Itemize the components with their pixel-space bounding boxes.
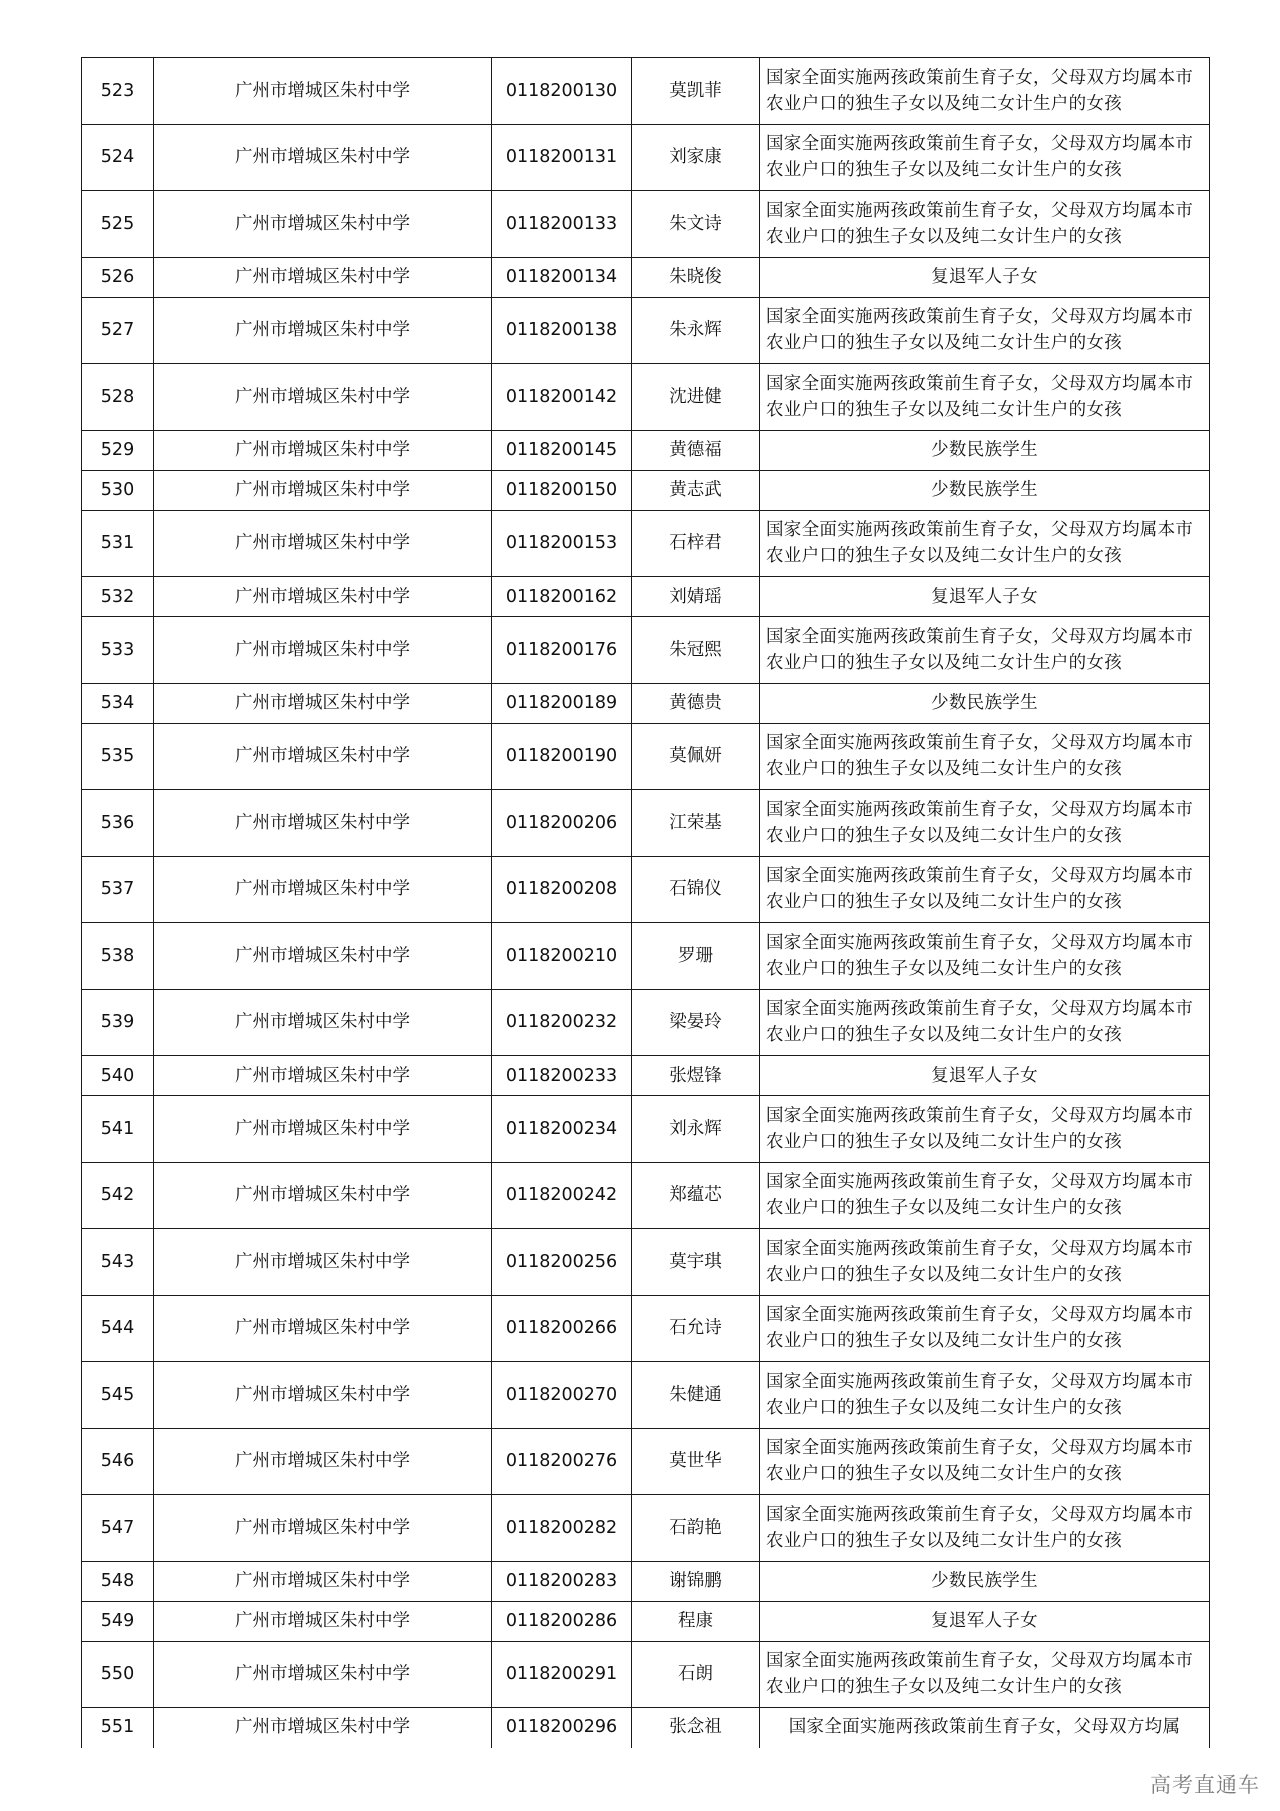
category-cell: 国家全面实施两孩政策前生育子女，父母双方均属本市农业户口的独生子女以及纯二女计生户的女孩 — [760, 1096, 1210, 1163]
student-id-cell: 0118200138 — [492, 297, 632, 364]
table-row — [82, 923, 1210, 990]
student-name-cell: 朱晓俊 — [632, 257, 760, 297]
row-number-cell: 542 — [82, 1162, 154, 1229]
row-number-cell: 547 — [82, 1495, 154, 1562]
student-name-cell: 莫世华 — [632, 1428, 760, 1495]
table-row — [82, 790, 1210, 857]
table-row — [82, 1162, 1210, 1229]
student-id-cell: 0118200296 — [492, 1708, 632, 1748]
table-row — [82, 1641, 1210, 1708]
row-number-cell: 546 — [82, 1428, 154, 1495]
category-cell: 国家全面实施两孩政策前生育子女，父母双方均属本市农业户口的独生子女以及纯二女计生户的女孩 — [760, 510, 1210, 577]
student-name-cell: 梁晏玲 — [632, 989, 760, 1056]
row-number-cell: 535 — [82, 723, 154, 790]
category-cell: 少数民族学生 — [760, 1561, 1210, 1601]
category-cell: 复退军人子女 — [760, 257, 1210, 297]
school-cell: 广州市增城区朱村中学 — [154, 470, 492, 510]
watermark: 高考直通车 — [1150, 1773, 1260, 1797]
category-cell: 国家全面实施两孩政策前生育子女，父母双方均属 — [760, 1708, 1210, 1748]
school-cell: 广州市增城区朱村中学 — [154, 297, 492, 364]
row-number-cell: 548 — [82, 1561, 154, 1601]
school-cell: 广州市增城区朱村中学 — [154, 1641, 492, 1708]
table-row — [82, 1428, 1210, 1495]
row-number-cell: 524 — [82, 124, 154, 191]
school-cell: 广州市增城区朱村中学 — [154, 989, 492, 1056]
student-id-cell: 0118200233 — [492, 1056, 632, 1096]
student-id-cell: 0118200190 — [492, 723, 632, 790]
school-cell: 广州市增城区朱村中学 — [154, 617, 492, 684]
student-id-cell: 0118200145 — [492, 430, 632, 470]
student-name-cell: 莫宇琪 — [632, 1229, 760, 1296]
student-name-cell: 刘婧瑶 — [632, 577, 760, 617]
row-number-cell: 526 — [82, 257, 154, 297]
student-name-cell: 石允诗 — [632, 1295, 760, 1362]
table-row — [82, 1096, 1210, 1163]
student-name-cell: 刘永辉 — [632, 1096, 760, 1163]
student-id-cell: 0118200282 — [492, 1495, 632, 1562]
school-cell: 广州市增城区朱村中学 — [154, 430, 492, 470]
table-row — [82, 124, 1210, 191]
table-row — [82, 577, 1210, 617]
table-row — [82, 430, 1210, 470]
school-cell: 广州市增城区朱村中学 — [154, 58, 492, 125]
category-cell: 国家全面实施两孩政策前生育子女，父母双方均属本市农业户口的独生子女以及纯二女计生户的女孩 — [760, 1295, 1210, 1362]
school-cell: 广州市增城区朱村中学 — [154, 1295, 492, 1362]
school-cell: 广州市增城区朱村中学 — [154, 683, 492, 723]
student-id-cell: 0118200270 — [492, 1362, 632, 1429]
table-row — [82, 297, 1210, 364]
student-name-cell: 朱文诗 — [632, 191, 760, 258]
category-cell: 国家全面实施两孩政策前生育子女，父母双方均属本市农业户口的独生子女以及纯二女计生户的女孩 — [760, 723, 1210, 790]
school-cell: 广州市增城区朱村中学 — [154, 1601, 492, 1641]
student-id-cell: 0118200131 — [492, 124, 632, 191]
student-id-cell: 0118200242 — [492, 1162, 632, 1229]
table-row — [82, 723, 1210, 790]
table-row — [82, 58, 1210, 125]
category-cell: 国家全面实施两孩政策前生育子女，父母双方均属本市农业户口的独生子女以及纯二女计生户的女孩 — [760, 790, 1210, 857]
school-cell: 广州市增城区朱村中学 — [154, 723, 492, 790]
category-cell: 国家全面实施两孩政策前生育子女，父母双方均属本市农业户口的独生子女以及纯二女计生户的女孩 — [760, 124, 1210, 191]
category-cell: 少数民族学生 — [760, 430, 1210, 470]
student-id-cell: 0118200134 — [492, 257, 632, 297]
category-cell: 国家全面实施两孩政策前生育子女，父母双方均属本市农业户口的独生子女以及纯二女计生户的女孩 — [760, 364, 1210, 431]
table-row — [82, 470, 1210, 510]
row-number-cell: 549 — [82, 1601, 154, 1641]
row-number-cell: 538 — [82, 923, 154, 990]
school-cell: 广州市增城区朱村中学 — [154, 124, 492, 191]
table-row — [82, 683, 1210, 723]
school-cell: 广州市增城区朱村中学 — [154, 1056, 492, 1096]
student-name-cell: 谢锦鹏 — [632, 1561, 760, 1601]
row-number-cell: 528 — [82, 364, 154, 431]
table-body — [82, 58, 1210, 1748]
category-cell: 国家全面实施两孩政策前生育子女，父母双方均属本市农业户口的独生子女以及纯二女计生户的女孩 — [760, 1162, 1210, 1229]
student-id-cell: 0118200276 — [492, 1428, 632, 1495]
table-row — [82, 1362, 1210, 1429]
row-number-cell: 532 — [82, 577, 154, 617]
category-cell: 复退军人子女 — [760, 1056, 1210, 1096]
student-name-cell: 朱健通 — [632, 1362, 760, 1429]
student-name-cell: 罗珊 — [632, 923, 760, 990]
category-cell: 国家全面实施两孩政策前生育子女，父母双方均属本市农业户口的独生子女以及纯二女计生户的女孩 — [760, 856, 1210, 923]
row-number-cell: 551 — [82, 1708, 154, 1748]
table-row — [82, 510, 1210, 577]
school-cell: 广州市增城区朱村中学 — [154, 1229, 492, 1296]
category-cell: 复退军人子女 — [760, 1601, 1210, 1641]
school-cell: 广州市增城区朱村中学 — [154, 1362, 492, 1429]
student-name-cell: 朱冠熙 — [632, 617, 760, 684]
student-name-cell: 石韵艳 — [632, 1495, 760, 1562]
table-row — [82, 1495, 1210, 1562]
table-row — [82, 1601, 1210, 1641]
student-name-cell: 莫佩妍 — [632, 723, 760, 790]
student-id-cell: 0118200133 — [492, 191, 632, 258]
table-row — [82, 364, 1210, 431]
category-cell: 国家全面实施两孩政策前生育子女，父母双方均属本市农业户口的独生子女以及纯二女计生户的女孩 — [760, 989, 1210, 1056]
student-name-cell: 郑蕴芯 — [632, 1162, 760, 1229]
table-row — [82, 856, 1210, 923]
student-name-cell: 莫凯菲 — [632, 58, 760, 125]
table-row — [82, 257, 1210, 297]
category-cell: 国家全面实施两孩政策前生育子女，父母双方均属本市农业户口的独生子女以及纯二女计生户的女孩 — [760, 1362, 1210, 1429]
row-number-cell: 533 — [82, 617, 154, 684]
student-id-cell: 0118200206 — [492, 790, 632, 857]
table-row — [82, 989, 1210, 1056]
category-cell: 国家全面实施两孩政策前生育子女，父母双方均属本市农业户口的独生子女以及纯二女计生户的女孩 — [760, 58, 1210, 125]
student-id-cell: 0118200256 — [492, 1229, 632, 1296]
student-name-cell: 刘家康 — [632, 124, 760, 191]
school-cell: 广州市增城区朱村中学 — [154, 856, 492, 923]
category-cell: 国家全面实施两孩政策前生育子女，父母双方均属本市农业户口的独生子女以及纯二女计生户的女孩 — [760, 923, 1210, 990]
student-id-cell: 0118200286 — [492, 1601, 632, 1641]
student-id-cell: 0118200266 — [492, 1295, 632, 1362]
student-id-cell: 0118200283 — [492, 1561, 632, 1601]
row-number-cell: 530 — [82, 470, 154, 510]
student-id-cell: 0118200234 — [492, 1096, 632, 1163]
student-id-cell: 0118200210 — [492, 923, 632, 990]
student-name-cell: 张念祖 — [632, 1708, 760, 1748]
row-number-cell: 540 — [82, 1056, 154, 1096]
school-cell: 广州市增城区朱村中学 — [154, 191, 492, 258]
school-cell: 广州市增城区朱村中学 — [154, 364, 492, 431]
row-number-cell: 544 — [82, 1295, 154, 1362]
row-number-cell: 529 — [82, 430, 154, 470]
student-name-cell: 石锦仪 — [632, 856, 760, 923]
student-id-cell: 0118200162 — [492, 577, 632, 617]
table-row — [82, 617, 1210, 684]
student-name-cell: 朱永辉 — [632, 297, 760, 364]
category-cell: 少数民族学生 — [760, 470, 1210, 510]
student-name-cell: 黄德贵 — [632, 683, 760, 723]
school-cell: 广州市增城区朱村中学 — [154, 257, 492, 297]
school-cell: 广州市增城区朱村中学 — [154, 1561, 492, 1601]
school-cell: 广州市增城区朱村中学 — [154, 1428, 492, 1495]
table-row — [82, 1056, 1210, 1096]
table-row — [82, 1708, 1210, 1748]
school-cell: 广州市增城区朱村中学 — [154, 1096, 492, 1163]
category-cell: 国家全面实施两孩政策前生育子女，父母双方均属本市农业户口的独生子女以及纯二女计生户的女孩 — [760, 1428, 1210, 1495]
student-id-cell: 0118200153 — [492, 510, 632, 577]
student-id-cell: 0118200208 — [492, 856, 632, 923]
student-id-cell: 0118200130 — [492, 58, 632, 125]
student-name-cell: 程康 — [632, 1601, 760, 1641]
row-number-cell: 537 — [82, 856, 154, 923]
student-id-cell: 0118200291 — [492, 1641, 632, 1708]
student-name-cell: 沈进健 — [632, 364, 760, 431]
row-number-cell: 545 — [82, 1362, 154, 1429]
school-cell: 广州市增城区朱村中学 — [154, 1708, 492, 1748]
category-cell: 国家全面实施两孩政策前生育子女，父母双方均属本市农业户口的独生子女以及纯二女计生户的女孩 — [760, 1641, 1210, 1708]
category-cell: 国家全面实施两孩政策前生育子女，父母双方均属本市农业户口的独生子女以及纯二女计生户的女孩 — [760, 617, 1210, 684]
category-cell: 国家全面实施两孩政策前生育子女，父母双方均属本市农业户口的独生子女以及纯二女计生户的女孩 — [760, 191, 1210, 258]
student-name-cell: 张煜锋 — [632, 1056, 760, 1096]
category-cell: 少数民族学生 — [760, 683, 1210, 723]
student-id-cell: 0118200232 — [492, 989, 632, 1056]
student-id-cell: 0118200150 — [492, 470, 632, 510]
row-number-cell: 543 — [82, 1229, 154, 1296]
category-cell: 国家全面实施两孩政策前生育子女，父母双方均属本市农业户口的独生子女以及纯二女计生户的女孩 — [760, 1229, 1210, 1296]
student-id-cell: 0118200176 — [492, 617, 632, 684]
student-name-cell: 江荣基 — [632, 790, 760, 857]
row-number-cell: 534 — [82, 683, 154, 723]
row-number-cell: 531 — [82, 510, 154, 577]
student-name-cell: 石朗 — [632, 1641, 760, 1708]
admission-list-table — [81, 57, 1210, 1748]
category-cell: 国家全面实施两孩政策前生育子女，父母双方均属本市农业户口的独生子女以及纯二女计生户的女孩 — [760, 297, 1210, 364]
table-row — [82, 1229, 1210, 1296]
student-id-cell: 0118200189 — [492, 683, 632, 723]
student-id-cell: 0118200142 — [492, 364, 632, 431]
school-cell: 广州市增城区朱村中学 — [154, 923, 492, 990]
school-cell: 广州市增城区朱村中学 — [154, 1162, 492, 1229]
student-name-cell: 黄志武 — [632, 470, 760, 510]
row-number-cell: 541 — [82, 1096, 154, 1163]
school-cell: 广州市增城区朱村中学 — [154, 510, 492, 577]
student-name-cell: 石梓君 — [632, 510, 760, 577]
row-number-cell: 523 — [82, 58, 154, 125]
table-row — [82, 1561, 1210, 1601]
row-number-cell: 539 — [82, 989, 154, 1056]
row-number-cell: 527 — [82, 297, 154, 364]
table-row — [82, 191, 1210, 258]
school-cell: 广州市增城区朱村中学 — [154, 1495, 492, 1562]
row-number-cell: 550 — [82, 1641, 154, 1708]
category-cell: 复退军人子女 — [760, 577, 1210, 617]
school-cell: 广州市增城区朱村中学 — [154, 577, 492, 617]
category-cell: 国家全面实施两孩政策前生育子女，父母双方均属本市农业户口的独生子女以及纯二女计生户的女孩 — [760, 1495, 1210, 1562]
row-number-cell: 536 — [82, 790, 154, 857]
row-number-cell: 525 — [82, 191, 154, 258]
table-row — [82, 1295, 1210, 1362]
school-cell: 广州市增城区朱村中学 — [154, 790, 492, 857]
student-name-cell: 黄德福 — [632, 430, 760, 470]
